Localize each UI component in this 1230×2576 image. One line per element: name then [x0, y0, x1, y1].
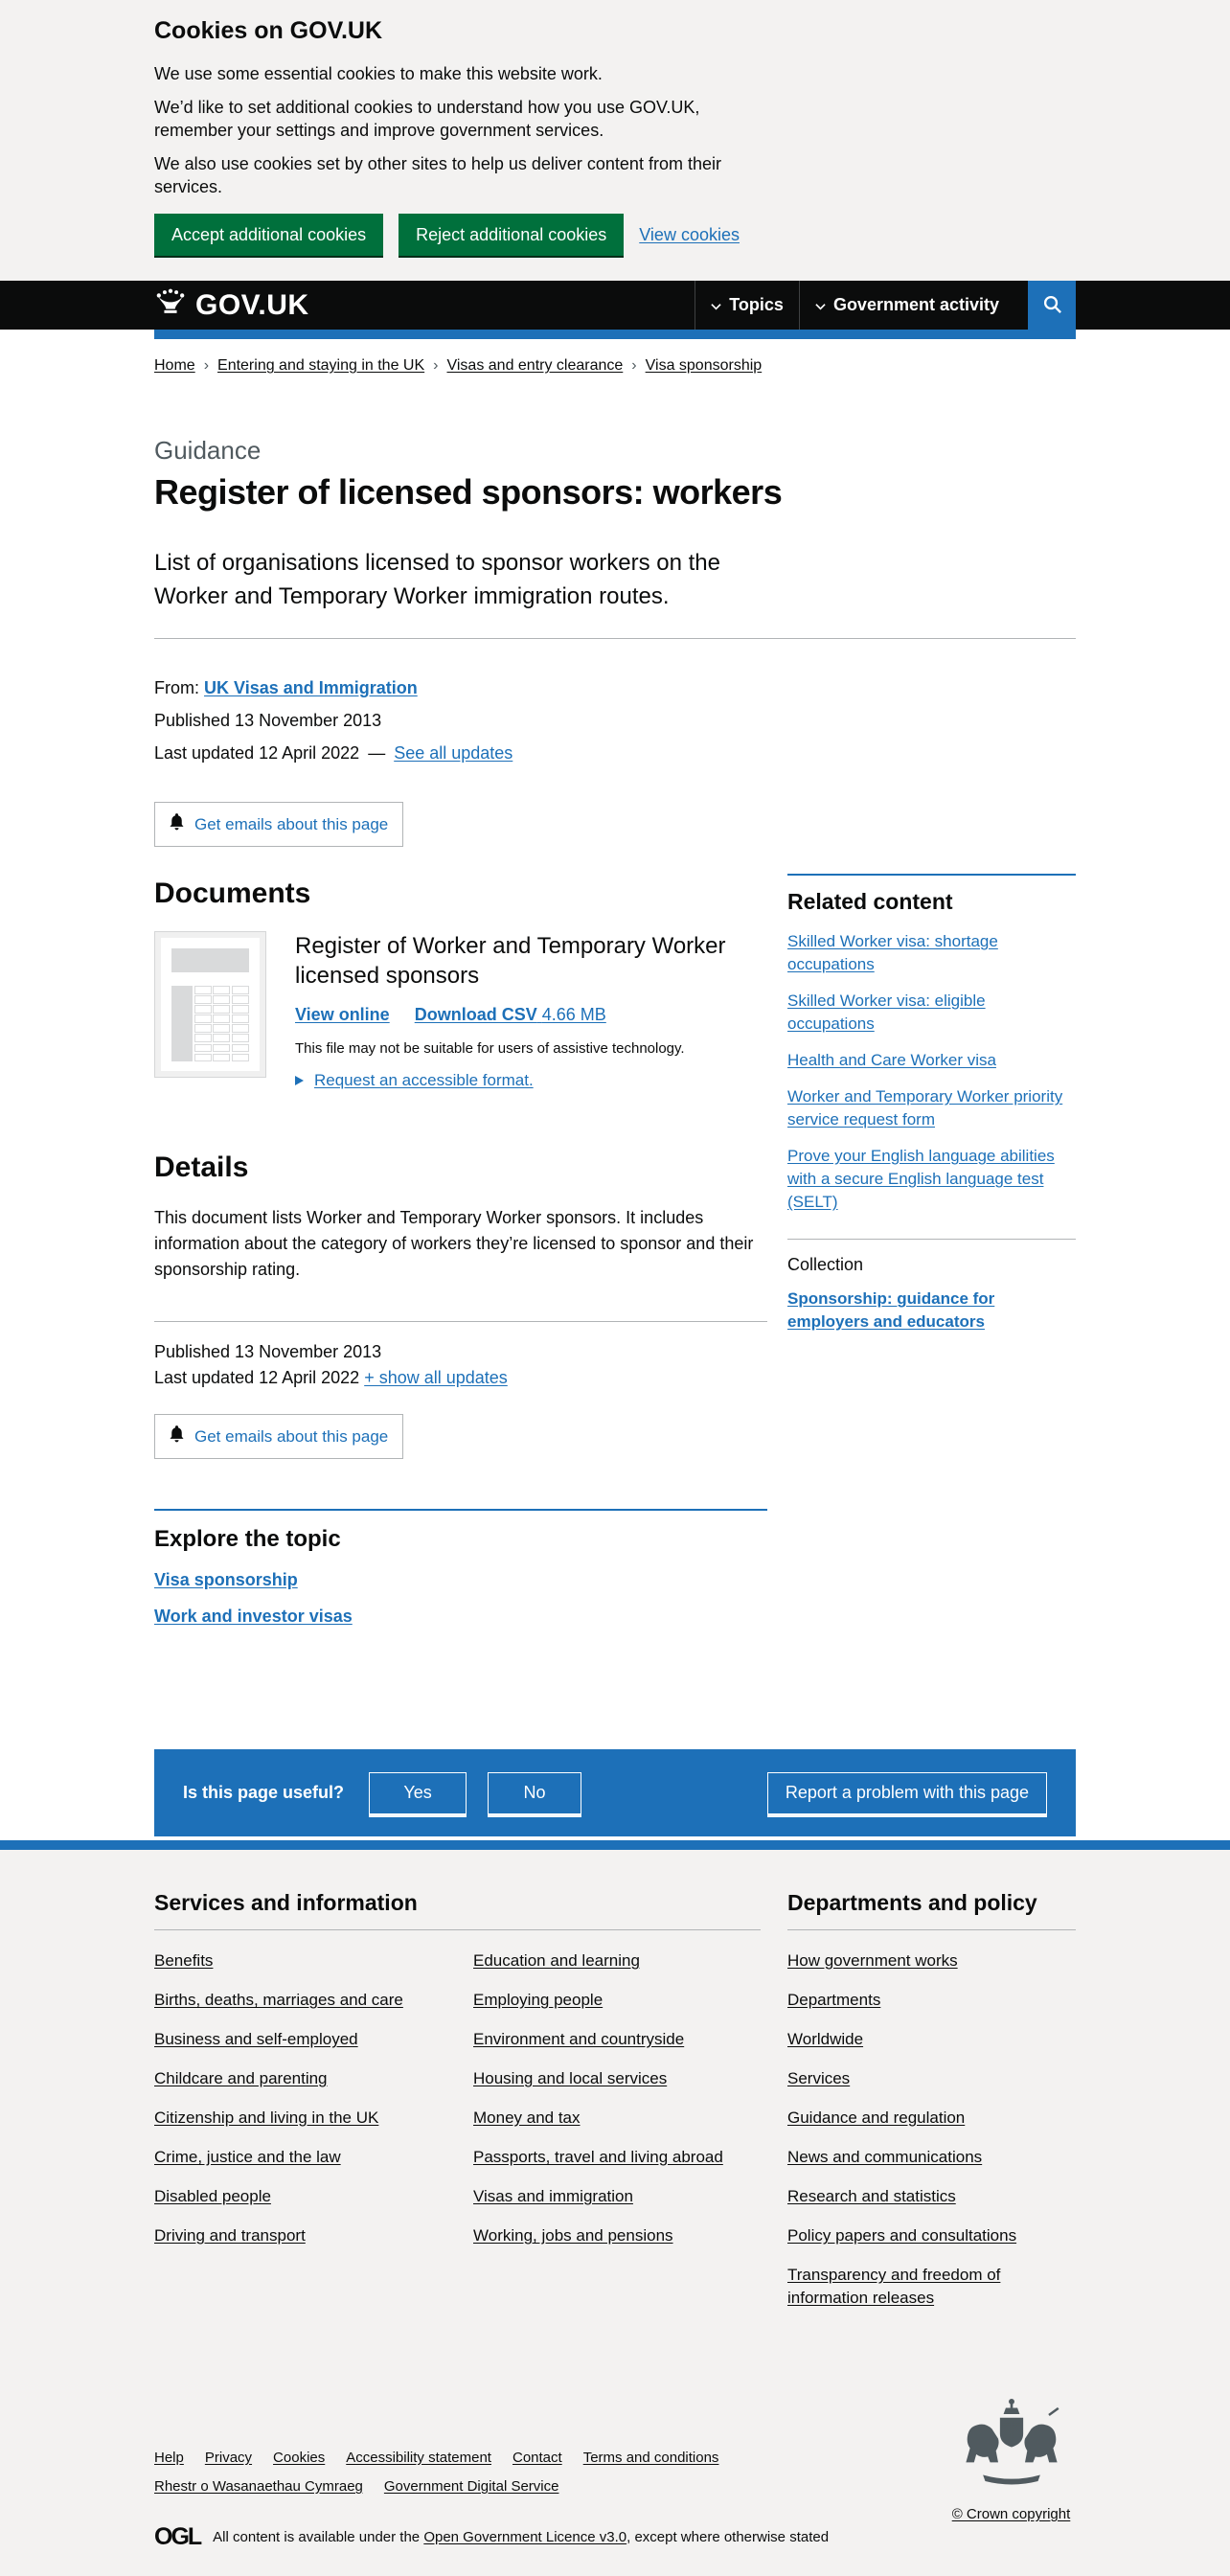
divider	[154, 638, 1076, 639]
breadcrumb-link[interactable]: Entering and staying in the UK	[217, 357, 425, 374]
get-emails-button[interactable]	[154, 802, 403, 847]
footer-meta-link[interactable]: Contact	[512, 2450, 562, 2466]
request-accessible-format-link[interactable]: Request an accessible format.	[314, 1071, 534, 1089]
details-arrow-icon	[295, 1076, 304, 1085]
get-emails-label: Get emails about this page	[194, 814, 389, 833]
related-content-item	[787, 1085, 1076, 1131]
related-content-link[interactable]: Worker and Temporary Worker priority service request form	[787, 1087, 1063, 1128]
footer-link[interactable]: Research and statistics	[787, 2187, 956, 2205]
footer-link[interactable]: Childcare and parenting	[154, 2069, 328, 2087]
footer-link-item	[787, 1989, 1076, 2012]
footer-departments-heading: Departments and policy	[787, 1890, 1037, 1915]
see-all-updates-link[interactable]: See all updates	[394, 743, 513, 763]
report-problem-button[interactable]: Report a problem with this page	[767, 1772, 1047, 1814]
footer-link[interactable]: Visas and immigration	[473, 2187, 633, 2205]
header-accent-bar	[154, 330, 1076, 339]
footer-link-item	[154, 2185, 473, 2208]
breadcrumb-separator: ›	[203, 357, 210, 374]
related-content-item	[787, 930, 1076, 976]
collection-label: Collection	[787, 1255, 864, 1274]
breadcrumb-link[interactable]: Visa sponsorship	[645, 357, 763, 374]
divider	[787, 1929, 1076, 1930]
govuk-logo[interactable]	[154, 281, 309, 330]
details-section	[154, 1151, 767, 1459]
file-size: 4.66 MB	[541, 1005, 606, 1024]
footer-link[interactable]: Environment and countryside	[473, 2030, 685, 2048]
search-icon	[1041, 293, 1063, 318]
assistive-technology-note: This file may not be suitable for users of assistive technology.	[295, 1040, 685, 1057]
footer-link-item	[154, 2224, 473, 2247]
footer-link[interactable]: Crime, justice and the law	[154, 2148, 341, 2166]
feedback-section	[154, 1749, 1076, 1836]
details-last-updated-date: Last updated 12 April 2022	[154, 1368, 360, 1387]
from-organisation-link[interactable]: UK Visas and Immigration	[204, 678, 418, 697]
site-footer	[0, 1840, 1230, 2576]
footer-meta-link[interactable]: Terms and conditions	[582, 2450, 719, 2466]
documents-heading: Documents	[154, 878, 311, 909]
related-content-link[interactable]: Skilled Worker visa: eligible occupations	[787, 992, 986, 1033]
show-all-updates-link[interactable]: + show all updates	[364, 1368, 508, 1387]
footer-link[interactable]: Business and self-employed	[154, 2030, 358, 2048]
details-heading: Details	[154, 1151, 249, 1183]
footer-meta-link[interactable]: Government Digital Service	[383, 2478, 559, 2495]
page-caption: Guidance	[154, 436, 262, 465]
footer-link[interactable]: Disabled people	[154, 2187, 271, 2205]
related-content-link[interactable]: Skilled Worker visa: shortage occupations	[787, 932, 998, 973]
bell-icon	[170, 813, 184, 835]
footer-link[interactable]: Services	[787, 2069, 851, 2087]
footer-link[interactable]: Policy papers and consultations	[787, 2226, 1017, 2245]
breadcrumb-separator: ›	[631, 357, 637, 374]
feedback-yes-button[interactable]: Yes	[369, 1772, 467, 1814]
cookie-banner-title: Cookies on GOV.UK	[154, 17, 383, 44]
footer-link[interactable]: News and communications	[787, 2148, 983, 2166]
footer-link[interactable]: Passports, travel and living abroad	[473, 2148, 723, 2166]
page-lead: List of organisations licensed to sponsor workers on the Worker and Temporary Worker immigration routes.	[154, 550, 720, 609]
footer-link-item	[473, 1949, 761, 1972]
footer-link-item	[154, 2146, 473, 2169]
feedback-no-button[interactable]: No	[488, 1772, 581, 1814]
site-header	[0, 281, 1230, 330]
footer-link[interactable]: Births, deaths, marriages and care	[154, 1991, 403, 2009]
header-nav-item[interactable]	[799, 281, 1014, 330]
documents-section	[154, 878, 767, 1090]
reject-cookies-button[interactable]: Reject additional cookies	[399, 214, 624, 256]
document-preview-image	[161, 938, 260, 1071]
attachment-title: Register of Worker and Temporary Worker licensed sponsors	[295, 933, 726, 989]
footer-meta-link[interactable]: Rhestr o Wasanaethau Cymraeg	[154, 2478, 363, 2495]
from-label: From:	[154, 678, 199, 697]
explore-topic-item	[154, 1570, 767, 1607]
footer-meta-link[interactable]: Cookies	[273, 2450, 326, 2466]
chevron-down-icon	[711, 295, 721, 315]
feedback-question: Is this page useful?	[183, 1783, 345, 1802]
related-content-link[interactable]: Health and Care Worker visa	[787, 1051, 996, 1069]
breadcrumb	[154, 357, 1076, 375]
cookie-banner-paragraph: We also use cookies set by other sites to help us deliver content from their services.	[154, 154, 721, 196]
footer-meta-link[interactable]: Help	[154, 2450, 184, 2466]
breadcrumb-item	[154, 357, 217, 375]
cookie-banner-paragraph: We use some essential cookies to make this website work.	[154, 64, 603, 83]
footer-link[interactable]: Benefits	[154, 1951, 214, 1970]
divider	[787, 1239, 1076, 1240]
cookie-banner-paragraph: We’d like to set additional cookies to understand how you use GOV.UK, remember your settings and improve government services.	[154, 98, 700, 140]
breadcrumb-separator: ›	[433, 357, 439, 374]
collection-link[interactable]: Sponsorship: guidance for employers and educators	[787, 1289, 995, 1331]
footer-meta-link[interactable]: Privacy	[204, 2450, 253, 2466]
footer-link[interactable]: Worldwide	[787, 2030, 864, 2048]
footer-link[interactable]: Departments	[787, 1991, 881, 2009]
footer-link[interactable]: How government works	[787, 1951, 958, 1970]
footer-link-item	[473, 2067, 761, 2090]
footer-link-item	[787, 2264, 1076, 2310]
related-content-link[interactable]: Prove your English language abilities with a secure English language test (SELT)	[787, 1147, 1055, 1211]
footer-link-item	[154, 1989, 473, 2012]
crown-copyright-link[interactable]: © Crown copyright	[951, 2506, 1071, 2522]
related-content-item	[787, 1145, 1076, 1214]
footer-link[interactable]: Employing people	[473, 1991, 604, 2009]
footer-link[interactable]: Driving and transport	[154, 2226, 306, 2245]
footer-link[interactable]: Education and learning	[473, 1951, 640, 1970]
attachment-thumbnail[interactable]	[154, 931, 266, 1078]
updated-separator: —	[368, 743, 386, 763]
royal-coat-of-arms	[958, 2473, 1065, 2490]
footer-link[interactable]: Working, jobs and pensions	[473, 2226, 673, 2245]
footer-link-item	[473, 2224, 761, 2247]
footer-link-item	[473, 2028, 761, 2051]
accept-cookies-button[interactable]: Accept additional cookies	[154, 214, 383, 256]
footer-link-item	[787, 2146, 1076, 2169]
details-metadata	[154, 1339, 767, 1391]
footer-link-item	[473, 1989, 761, 2012]
download-csv-link[interactable]	[415, 1005, 606, 1025]
header-nav	[695, 281, 1014, 330]
licence-statement: All content is available under the Open Government Licence v3.0, except where otherwise stated	[213, 2529, 830, 2545]
details-body: This document lists Worker and Temporary Worker sponsors. It includes information about the category of workers they’re licensed to sponsor and their sponsorship rating.	[154, 1208, 754, 1279]
cookie-banner	[0, 0, 1230, 281]
breadcrumb-link[interactable]: Home	[154, 357, 195, 374]
ogl-logo: OGL	[154, 2523, 201, 2550]
related-content-sidebar	[787, 874, 1076, 1334]
footer-link-item	[154, 2107, 473, 2130]
get-emails-label: Get emails about this page	[194, 1426, 389, 1446]
page-metadata	[154, 675, 1076, 765]
cookie-banner-text	[154, 62, 1076, 198]
crown-icon	[154, 287, 187, 323]
footer-link-item	[787, 1949, 1076, 1972]
footer-link[interactable]: Housing and local services	[473, 2069, 668, 2087]
breadcrumb-item	[646, 357, 763, 375]
footer-link-item	[473, 2146, 761, 2169]
related-content-heading: Related content	[787, 889, 953, 914]
last-updated-date: Last updated 12 April 2022	[154, 743, 360, 763]
header-nav-item[interactable]	[695, 281, 799, 330]
footer-link[interactable]: Transparency and freedom of information releases	[787, 2266, 1001, 2307]
footer-services-heading: Services and information	[154, 1890, 418, 1915]
divider	[154, 1321, 767, 1322]
explore-topic-item	[154, 1607, 767, 1643]
chevron-down-icon	[815, 295, 826, 315]
footer-services-section	[154, 1890, 761, 2326]
header-nav-item-label: Topics	[729, 295, 784, 314]
explore-topic-heading: Explore the topic	[154, 1526, 341, 1552]
footer-link-item	[787, 2067, 1076, 2090]
divider	[154, 1929, 761, 1930]
footer-link-item	[473, 2185, 761, 2208]
logo-text: GOV.UK	[195, 288, 309, 321]
breadcrumb-item	[217, 357, 446, 375]
page-title: Register of licensed sponsors: workers	[154, 472, 783, 512]
footer-link-item	[473, 2107, 761, 2130]
published-date: Published 13 November 2013	[154, 711, 382, 730]
footer-link-item	[154, 1949, 473, 1972]
details-published-date: Published 13 November 2013	[154, 1342, 382, 1361]
footer-departments-section	[787, 1890, 1076, 2326]
explore-topic-section	[154, 1509, 767, 1643]
get-emails-button[interactable]	[154, 1414, 403, 1459]
related-content-item	[787, 990, 1076, 1036]
view-online-link[interactable]: View online	[295, 1005, 390, 1024]
explore-topic-link[interactable]: Visa sponsorship	[154, 1570, 298, 1589]
footer-link-item	[787, 2185, 1076, 2208]
search-button[interactable]	[1028, 281, 1076, 330]
footer-meta-link[interactable]: Accessibility statement	[346, 2450, 491, 2466]
view-cookies-link[interactable]: View cookies	[639, 224, 740, 244]
download-csv-label: Download CSV	[414, 1005, 537, 1024]
footer-link[interactable]: Citizenship and living in the UK	[154, 2109, 379, 2127]
open-government-licence-link[interactable]: Open Government Licence v3.0	[423, 2529, 627, 2545]
breadcrumb-link[interactable]: Visas and entry clearance	[446, 357, 624, 374]
footer-link-item	[787, 2224, 1076, 2247]
footer-link-item	[787, 2028, 1076, 2051]
breadcrumb-item	[446, 357, 645, 375]
header-nav-item-label: Government activity	[832, 295, 999, 314]
footer-link[interactable]: Guidance and regulation	[787, 2109, 966, 2127]
attachment	[154, 931, 767, 1090]
footer-link-item	[154, 2028, 473, 2051]
footer-link-item	[154, 2067, 473, 2090]
bell-icon	[170, 1425, 184, 1448]
explore-topic-link[interactable]: Work and investor visas	[154, 1607, 353, 1626]
footer-link[interactable]: Money and tax	[473, 2109, 581, 2127]
related-content-item	[787, 1049, 1076, 1072]
footer-link-item	[787, 2107, 1076, 2130]
